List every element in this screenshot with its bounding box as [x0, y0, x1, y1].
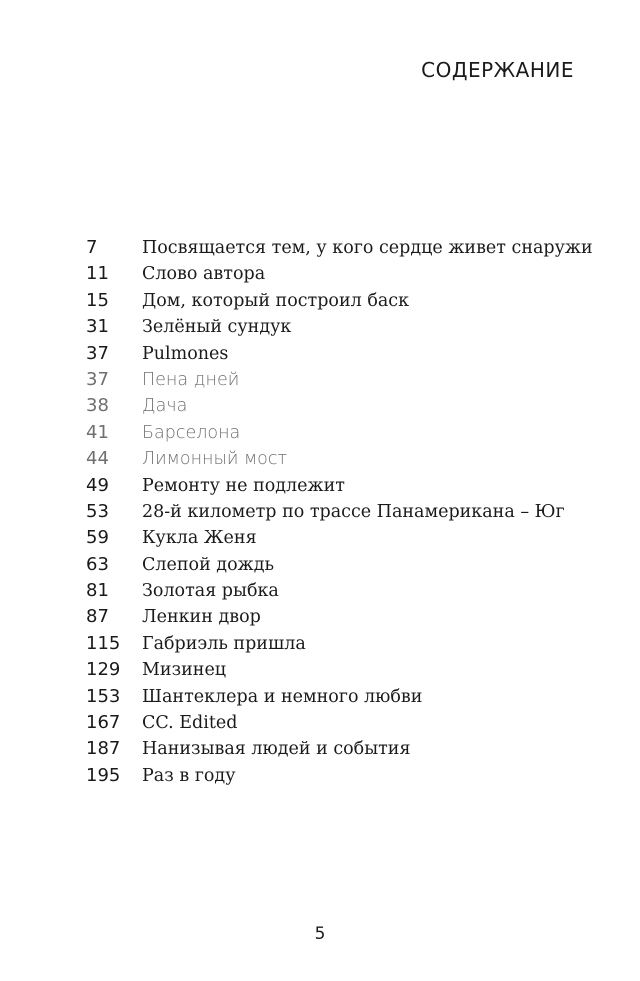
toc-title: Барселона — [142, 422, 241, 443]
toc-entry[interactable] — [86, 710, 606, 736]
toc-entry[interactable] — [86, 552, 606, 578]
toc-page-number: 53 — [86, 500, 109, 522]
toc-entry[interactable] — [86, 525, 606, 551]
toc-title: Слепой дождь — [142, 554, 275, 575]
toc-title: Нанизывая людей и события — [142, 739, 411, 760]
toc-page-number: 11 — [86, 263, 109, 285]
toc-title: Посвящается тем, у кого сердце живет снаружи — [142, 238, 593, 258]
toc-page-number: 41 — [86, 421, 109, 443]
toc-title: Ленкин двор — [142, 607, 261, 628]
toc-title: CC. Edited — [142, 713, 238, 734]
page-number: 5 — [314, 924, 326, 944]
toc-title: 28-й километр по трассе Панамерикана – Юг — [142, 501, 565, 522]
toc-page-number: 153 — [86, 685, 121, 707]
page-title: СОДЕРЖАНИЕ — [421, 58, 574, 82]
toc-title: Дача — [142, 396, 188, 417]
toc-entry[interactable] — [86, 314, 606, 340]
toc-entry[interactable] — [86, 341, 606, 367]
toc-entry[interactable] — [86, 657, 606, 683]
toc-entry[interactable] — [86, 499, 606, 525]
toc-title: Пена дней — [142, 369, 240, 390]
toc-subentry[interactable] — [86, 393, 606, 419]
toc-title: Кукла Женя — [142, 528, 257, 549]
toc-page-number: 7 — [86, 237, 98, 258]
toc-title: Лимонный мост — [142, 449, 288, 470]
toc-page-number: 37 — [86, 342, 109, 364]
toc-title: Шантеклера и немного любви — [142, 686, 423, 707]
toc-title: Раз в году — [142, 765, 236, 786]
toc-title: Слово автора — [142, 264, 266, 285]
toc-page-number: 63 — [86, 553, 109, 575]
toc-entry[interactable] — [86, 631, 606, 657]
toc-page-number: 81 — [86, 580, 109, 602]
toc-entry[interactable] — [86, 736, 606, 762]
toc-page-number: 31 — [86, 316, 109, 338]
toc-entry[interactable] — [86, 473, 606, 499]
toc-title: Габриэль пришла — [142, 633, 306, 654]
toc-page-number: 44 — [86, 448, 109, 470]
toc-page-number: 195 — [86, 764, 121, 786]
toc-entry[interactable] — [86, 288, 606, 314]
toc-page-number: 167 — [86, 712, 121, 734]
table-of-contents — [86, 235, 606, 789]
toc-page-number: 38 — [86, 395, 109, 417]
toc-entry[interactable] — [86, 235, 606, 261]
toc-entry[interactable] — [86, 578, 606, 604]
toc-entry[interactable] — [86, 261, 606, 287]
toc-title: Дом, который построил баск — [142, 290, 410, 311]
toc-title: Зелёный сундук — [142, 317, 292, 338]
toc-title: Pulmones — [142, 343, 229, 364]
toc-page-number: 187 — [86, 738, 121, 760]
toc-page-number: 15 — [86, 289, 109, 311]
toc-page-number: 115 — [86, 632, 121, 654]
toc-subentry[interactable] — [86, 420, 606, 446]
toc-title: Мизинец — [142, 660, 227, 681]
toc-page-number: 59 — [86, 527, 109, 549]
toc-page-number: 37 — [86, 368, 109, 390]
toc-entry[interactable] — [86, 684, 606, 710]
toc-page-number: 129 — [86, 659, 121, 681]
toc-subentry[interactable] — [86, 446, 606, 472]
toc-entry[interactable] — [86, 604, 606, 630]
toc-entry[interactable] — [86, 763, 606, 789]
toc-subentry[interactable] — [86, 367, 606, 393]
toc-title: Ремонту не подлежит — [142, 475, 345, 496]
toc-title: Золотая рыбка — [142, 581, 279, 602]
toc-page-number: 87 — [86, 606, 109, 628]
toc-page-number: 49 — [86, 474, 109, 496]
